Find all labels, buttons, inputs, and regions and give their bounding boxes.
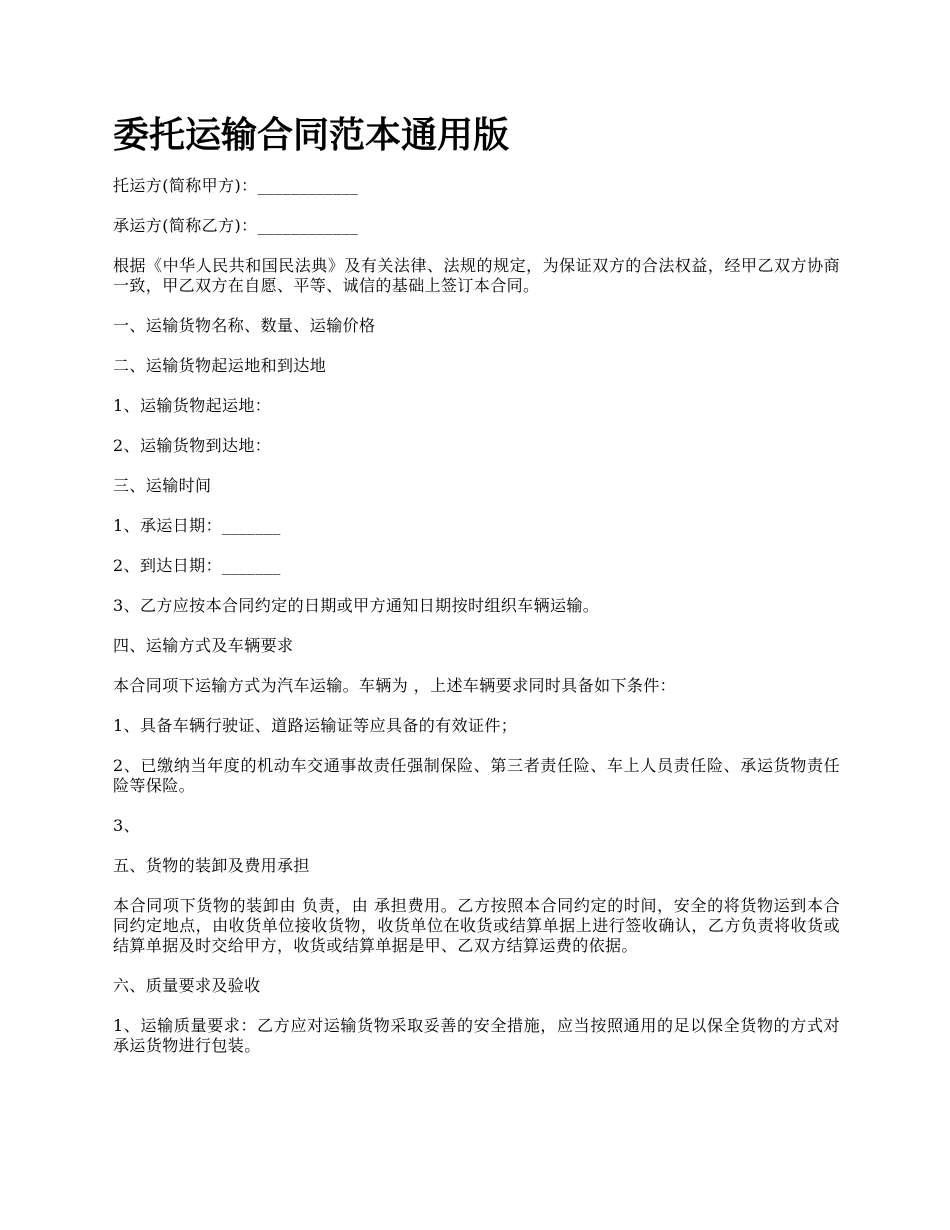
clause-item: 1、具备车辆行驶证、道路运输证等应具备的有效证件；	[113, 716, 518, 735]
clause-item: 2、到达日期：_______	[113, 556, 281, 575]
clause-item: 2、运输货物到达地：	[113, 436, 272, 455]
section-heading: 六、质量要求及验收	[113, 976, 261, 995]
section-heading: 五、货物的装卸及费用承担	[113, 856, 310, 875]
shipper-line: 托运方(简称甲方)：____________	[113, 176, 359, 195]
section-heading: 二、运输货物起运地和到达地	[113, 356, 327, 375]
clause-item: 3、	[113, 816, 140, 835]
clause-item: 2、已缴纳当年度的机动车交通事故责任强制保险、第三者责任险、车上人员责任险、承运货物责任险等保险。	[113, 756, 840, 795]
document-page	[113, 112, 840, 1076]
clause-item: 1、承运日期：_______	[113, 516, 281, 535]
section-heading: 四、运输方式及车辆要求	[113, 636, 294, 655]
body-paragraph: 本合同项下运输方式为汽车运输。车辆为 ，上述车辆要求同时具备如下条件：	[113, 676, 677, 695]
carrier-line: 承运方(简称乙方)：____________	[113, 216, 359, 235]
clause-item: 1、运输货物起运地：	[113, 396, 272, 415]
section-heading: 三、运输时间	[113, 476, 212, 495]
document-title: 委托运输合同范本通用版	[113, 115, 510, 156]
body-paragraph: 本合同项下货物的装卸由 负责，由 承担费用。乙方按照本合同约定的时间，安全的将货物运到本合同约定地点，由收货单位接收货物，收货单位在收货或结算单据上进行签收确认，乙方负责将收货或结算单据及时交给甲方，收货或结算单据是甲、乙双方结算运费的依据。	[113, 896, 840, 955]
preamble-paragraph: 根据《中华人民共和国民法典》及有关法律、法规的规定，为保证双方的合法权益，经甲乙双方协商一致，甲乙双方在自愿、平等、诚信的基础上签订本合同。	[113, 256, 840, 295]
clause-item: 3、乙方应按本合同约定的日期或甲方通知日期按时组织车辆运输。	[113, 596, 600, 615]
clause-item: 1、运输质量要求：乙方应对运输货物采取妥善的安全措施，应当按照通用的足以保全货物的方式对承运货物进行包装。	[113, 1016, 840, 1055]
section-heading: 一、运输货物名称、数量、运输价格	[113, 316, 376, 335]
